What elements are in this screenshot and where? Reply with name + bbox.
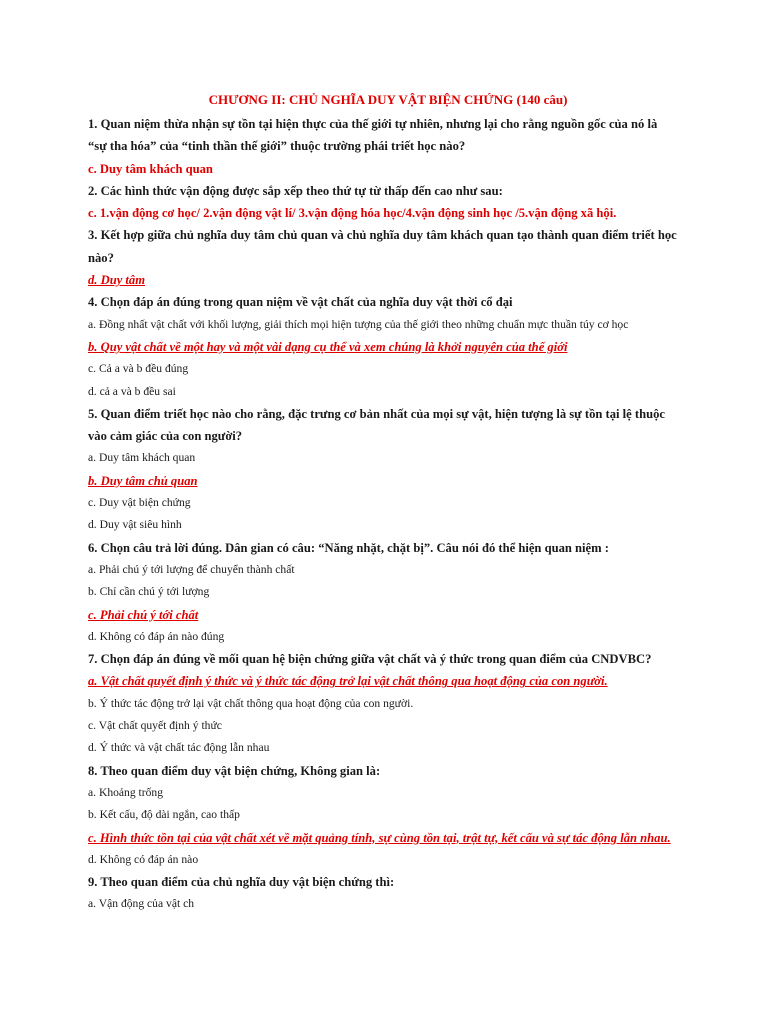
document-page xyxy=(88,90,688,916)
question-line: 9. Theo quan điểm của chủ nghĩa duy vật biện chứng thì: xyxy=(88,875,395,890)
question-line: 2. Các hình thức vận động được sắp xếp theo thứ tự từ thấp đến cao như sau: xyxy=(88,183,503,198)
question-line: 4. Chọn đáp án đúng trong quan niệm về vật chất của nghĩa duy vật thời cổ đại xyxy=(88,295,513,310)
option-line: a. Duy tâm khách quan xyxy=(88,451,196,465)
option-line: a. Vận động của vật ch xyxy=(88,897,195,911)
question-line: 8. Theo quan điểm duy vật biện chứng, Không gian là: xyxy=(88,763,381,778)
option-line: c. Cả a và b đều đúng xyxy=(88,362,189,376)
option-line: c. Vật chất quyết định ý thức xyxy=(88,719,222,733)
answer-line: c. Duy tâm khách quan xyxy=(88,161,213,176)
question-line: 1. Quan niệm thừa nhận sự tồn tại hiện thực của thế giới tự nhiên, nhưng lại cho rằng nguồn gốc của nó là xyxy=(88,117,658,131)
option-line: a. Đồng nhất vật chất với khối lượng, giải thích mọi hiện tượng của thế giới theo những chuẩn mực thuần túy cơ học xyxy=(88,317,629,331)
answer-line: b. Quy vật chất về một hay và một vài dạng cụ thể và xem chúng là khởi nguyên của thế giới xyxy=(88,339,568,354)
question-line: vào cảm giác của con người? xyxy=(88,429,243,444)
option-line: d. Không có đáp án nào đúng xyxy=(88,629,225,643)
answer-line: c. 1.vận động cơ học/ 2.vận động vật lí/ 3.vận động hóa học/4.vận động sinh học /5.vận động xã hội. xyxy=(88,206,617,221)
question-line: 5. Quan điểm triết học nào cho rằng, đặc trưng cơ bản nhất của mọi sự vật, hiện tượng là sự tồn tại lệ thuộc xyxy=(88,406,665,421)
question-list xyxy=(88,113,688,916)
answer-line: b. Duy tâm chủ quan xyxy=(88,473,198,488)
option-line: c. Duy vật biện chứng xyxy=(88,496,191,510)
option-line: a. Phải chú ý tới lượng để chuyển thành chất xyxy=(88,562,295,576)
question-line: nào? xyxy=(88,250,114,265)
question-line: 7. Chọn đáp án đúng về mối quan hệ biện chứng giữa vật chất và ý thức trong quan điểm của CNDVBC? xyxy=(88,652,652,667)
answer-line: d. Duy tâm xyxy=(88,273,146,288)
option-line: d. Không có đáp án nào xyxy=(88,852,199,866)
answer-line: c. Hình thức tồn tại của vật chất xét về mặt quảng tính, sự cùng tồn tại, trật tự, kết cấu và sự tác động lẫn nhau. xyxy=(88,830,671,845)
option-line: b. Chỉ cần chú ý tới lượng xyxy=(88,585,210,599)
option-line: d. Ý thức và vật chất tác động lẫn nhau xyxy=(88,741,270,755)
chapter-title: CHƯƠNG II: CHỦ NGHĨA DUY VẬT BIỆN CHỨNG (140 câu) xyxy=(208,92,568,107)
question-line: 6. Chọn câu trả lời đúng. Dân gian có câu: “Năng nhặt, chặt bị”. Câu nói đó thể hiện quan niệm : xyxy=(88,540,609,555)
option-line: d. Duy vật siêu hình xyxy=(88,518,182,532)
question-line: 3. Kết hợp giữa chủ nghĩa duy tâm chủ quan và chủ nghĩa duy tâm khách quan tạo thành quan điểm triết học xyxy=(88,228,677,243)
question-line: “sự tha hóa” của “tinh thần thế giới” thuộc trường phái triết học nào? xyxy=(88,139,466,154)
answer-line: a. Vật chất quyết định ý thức và ý thức tác động trở lại vật chất thông qua hoạt động của con người. xyxy=(88,674,608,689)
option-line: a. Khoảng trống xyxy=(88,785,164,799)
option-line: b. Kết cấu, độ dài ngắn, cao thấp xyxy=(88,808,240,822)
option-line: d. cả a và b đều sai xyxy=(88,384,176,398)
answer-line: c. Phải chú ý tới chất xyxy=(88,607,199,622)
option-line: b. Ý thức tác động trở lại vật chất thông qua hoạt động của con người. xyxy=(88,696,414,710)
